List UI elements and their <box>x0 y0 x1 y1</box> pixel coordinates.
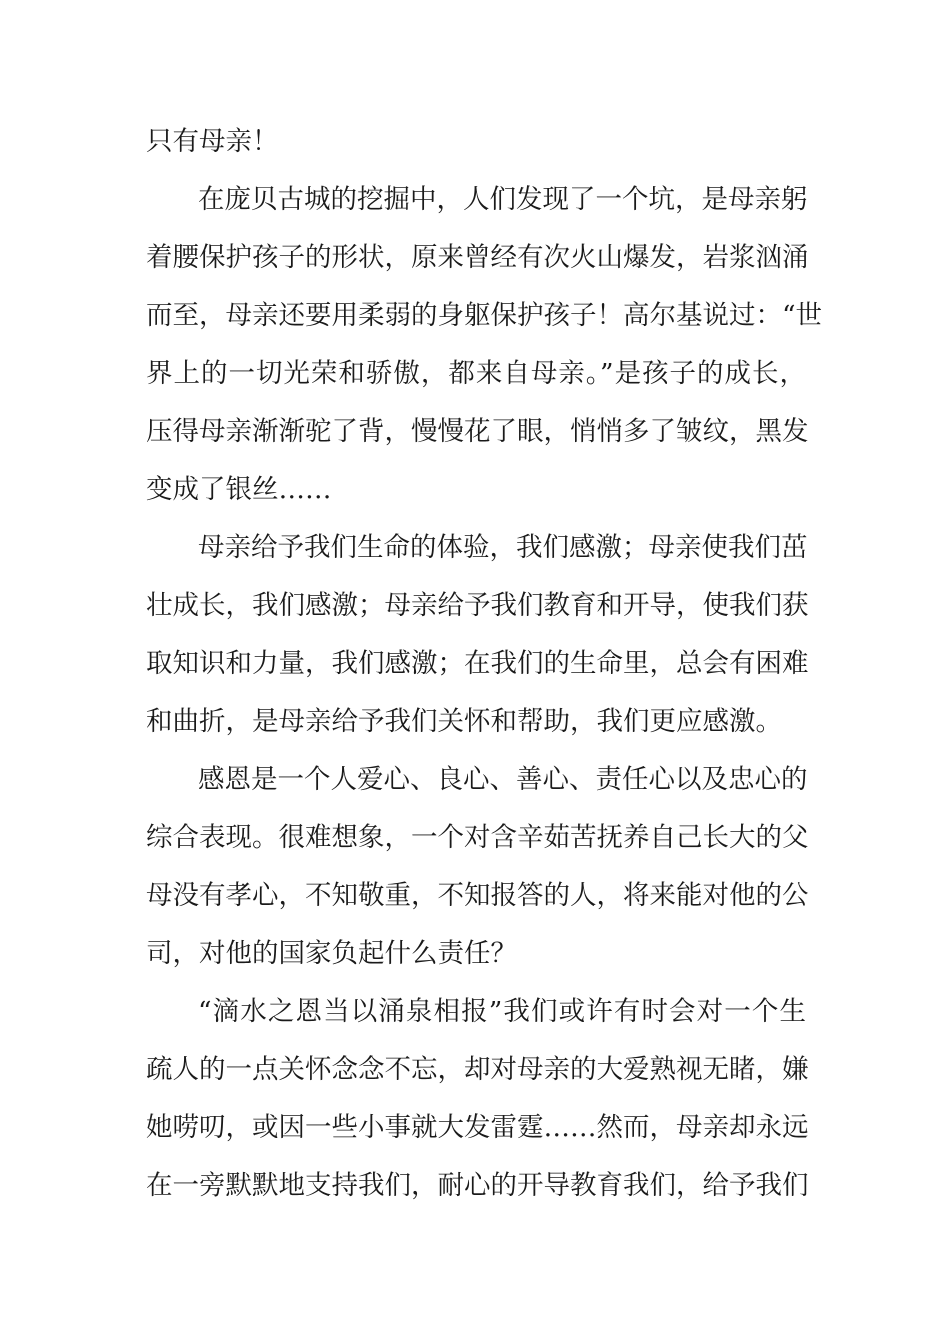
text-line: 母没有孝心，不知敬重，不知报答的人，将来能对他的公 <box>146 880 809 911</box>
paragraph-first-line: 感恩是一个人爱心、良心、善心、责任心以及忠心的 <box>198 764 808 795</box>
text-line: 壮成长，我们感激；母亲给予我们教育和开导，使我们获 <box>146 590 809 621</box>
text-line: 司，对他的国家负起什么责任？ <box>146 938 517 969</box>
paragraph-first-line: “滴水之恩当以涌泉相报”我们或许有时会对一个生 <box>198 996 806 1027</box>
text-line: 她唠叨，或因一些小事就大发雷霆……然而，母亲却永远 <box>146 1112 809 1143</box>
text-line: 而至，母亲还要用柔弱的身躯保护孩子！高尔基说过：“世 <box>146 300 823 331</box>
paragraph-first-line: 在庞贝古城的挖掘中，人们发现了一个坑，是母亲躬 <box>198 184 808 215</box>
text-line: 变成了银丝…… <box>146 474 332 505</box>
text-line: 只有母亲！ <box>146 126 279 157</box>
text-line: 综合表现。很难想象，一个对含辛茹苦抚养自己长大的父 <box>146 822 809 853</box>
text-line: 在一旁默默地支持我们，耐心的开导教育我们，给予我们 <box>146 1170 809 1201</box>
text-line: 压得母亲渐渐驼了背，慢慢花了眼，悄悄多了皱纹，黑发 <box>146 416 809 447</box>
text-line: 取知识和力量，我们感激；在我们的生命里，总会有困难 <box>146 648 809 679</box>
text-line: 和曲折，是母亲给予我们关怀和帮助，我们更应感激。 <box>146 706 782 737</box>
paragraph-first-line: 母亲给予我们生命的体验，我们感激；母亲使我们茁 <box>198 532 808 563</box>
text-line: 界上的一切光荣和骄傲，都来自母亲。”是孩子的成长， <box>146 358 806 389</box>
text-line: 疏人的一点关怀念念不忘，却对母亲的大爱熟视无睹，嫌 <box>146 1054 809 1085</box>
text-line: 着腰保护孩子的形状，原来曾经有次火山爆发，岩浆汹涌 <box>146 242 809 273</box>
